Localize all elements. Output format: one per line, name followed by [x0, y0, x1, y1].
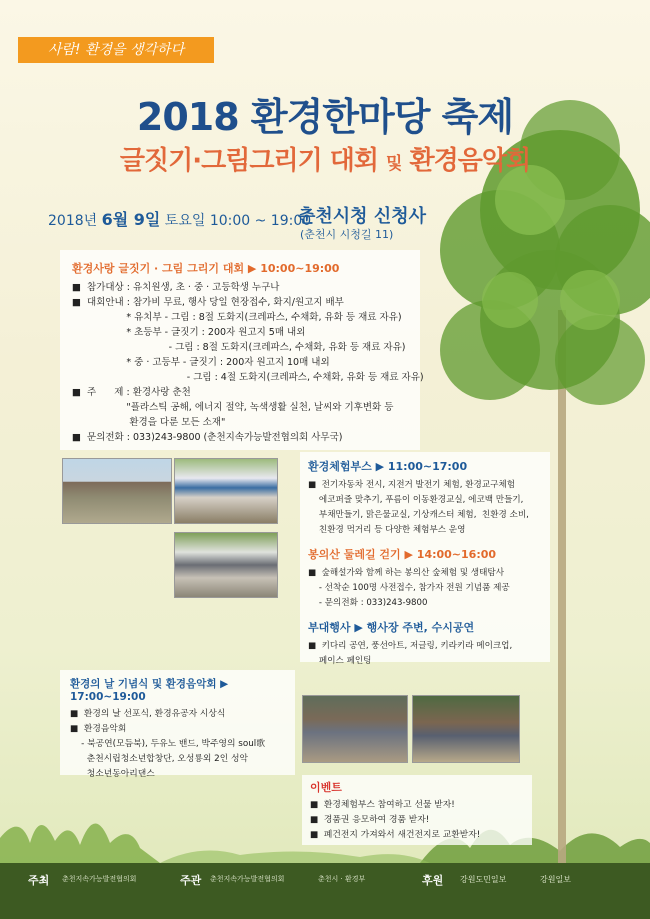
contest-line: ■ 주 제 : 환경사랑 춘천 [72, 387, 191, 398]
organizer-label: 주관 [180, 874, 202, 887]
event-section [302, 775, 532, 845]
activities-section [300, 452, 550, 666]
concert-section [60, 670, 295, 779]
venue-address: (춘천시 시청길 11) [300, 228, 394, 241]
booth-line: 친환경 먹거리 등 다양한 체험부스 운영 [308, 525, 466, 535]
walk-line: ■ 숲해설가와 함께 하는 봉의산 숲체험 및 생태탐사 [308, 568, 505, 578]
contest-line: * 중 · 고등부 - 글짓기 : 200자 원고지 10매 내외 [72, 357, 330, 368]
subtitle-part1: 글짓기·그림그리기 대회 [119, 146, 378, 176]
sponsor-org2: 강원일보 [540, 875, 571, 884]
photo-concert-audience [302, 695, 408, 763]
event-line: ■ 경품권 응모하여 경품 받자! [310, 815, 430, 825]
contest-line: ■ 참가대상 : 유치원생, 초 · 중 · 고등학생 누구나 [72, 282, 280, 293]
contest-line: ■ 문의전화 : 033)243-9800 (춘천지속가능발전협의회 사무국) [72, 432, 343, 443]
walk-line: - 문의전화 : 033)243-9800 [308, 598, 428, 608]
concert-line: 춘천시립청소년합창단, 오성룡외 2인 성악 [70, 754, 249, 764]
contest-line: - 그림 : 8절 도화지(크레파스, 수채화, 유화 등 재료 자유) [72, 342, 406, 353]
organizer-org2: 춘천시 · 환경부 [318, 875, 366, 883]
page-title: 2018 환경한마당 축제 [136, 95, 514, 139]
subtitle-part2: 환경음악회 [409, 146, 531, 176]
date-month: 6월 9일 [101, 210, 161, 229]
side-event-title: 부대행사 ▶ 행사장 주변, 수시공연 [308, 621, 475, 634]
sponsor-label: 후원 [422, 874, 444, 887]
event-line: ■ 환경체험부스 참여하고 선물 받자! [310, 800, 455, 810]
walk-title: 봉의산 둘레길 걷기 ▶ 14:00~16:00 [308, 548, 497, 561]
concert-line: ■ 환경의 날 선포식, 환경유공자 시상식 [70, 709, 226, 719]
concert-title: 환경의 날 기념식 및 환경음악회 ▶ 17:00~19:00 [70, 678, 229, 703]
booth-line: ■ 전기자동차 전시, 지전거 발전기 체험, 환경교구체험 [308, 480, 516, 490]
page-subtitle [0, 140, 650, 177]
photo-concert-stage [412, 695, 520, 763]
subtitle-and: 및 [386, 154, 402, 174]
event-date [48, 207, 311, 230]
date-prefix: 2018년 [48, 213, 102, 229]
contest-line: "플라스틱 공해, 에너지 절약, 녹색생활 실천, 날씨와 기후변화 등 [72, 402, 394, 413]
organizer-org: 춘천지속가능발전협의회 [210, 875, 285, 883]
photo-booths [174, 458, 278, 524]
side-event-line: 페이스 페인팅 [308, 656, 372, 666]
host-label: 주최 [28, 874, 50, 887]
photo-booth-tents [174, 532, 278, 598]
concert-line: - 북공연(모듬북), 두유노 밴드, 박주영의 soul歌 [70, 739, 266, 749]
concert-line: ■ 환경음악회 [70, 724, 127, 734]
event-title: 이벤트 [310, 781, 342, 794]
contest-section [60, 250, 424, 450]
contest-line: - 그림 : 4절 도화지(크레파스, 수채화, 유화 등 재료 자유) [72, 372, 424, 383]
photo-festival-crowd [62, 458, 172, 524]
contest-line: * 유치부 - 그림 : 8절 도화지(크레파스, 수채화, 유화 등 재료 자유) [72, 312, 402, 323]
walk-line: - 선착순 100명 사전접수, 참가자 전원 기념품 제공 [308, 583, 510, 593]
contest-title: 환경사랑 글짓기 · 그림 그리기 대회 ▶ 10:00~19:00 [72, 262, 340, 275]
footer-bar [0, 863, 650, 919]
sponsor-org1: 강원도민일보 [460, 875, 507, 884]
date-suffix: 토요일 10:00 ~ 19:00 [160, 213, 312, 229]
side-event-line: ■ 키다리 공연, 풍선아트, 저글링, 키라키라 메이크업, [308, 641, 513, 651]
contest-line: ■ 대회안내 : 참가비 무료, 행사 당일 현장접수, 화지/원고지 배부 [72, 297, 344, 308]
booth-line: 부채만들기, 맑은물교실, 기상캐스터 체험, 친환경 소비, [308, 510, 529, 520]
contest-line: * 초등부 - 글짓기 : 200자 원고지 5매 내외 [72, 327, 306, 338]
tagline-badge: 사람! 환경을 생각하다 [18, 37, 214, 63]
concert-line: 청소년동아리댄스 [70, 769, 155, 779]
event-venue: 춘천시청 신청사 [298, 206, 426, 227]
event-line: ■ 폐건전지 가져와서 새건전지로 교환받자! [310, 830, 481, 840]
host-org: 춘천지속가능발전협의회 [62, 875, 137, 883]
booth-title: 환경체험부스 ▶ 11:00~17:00 [308, 460, 468, 473]
contest-line: 환경을 다룬 모든 소재" [72, 417, 226, 428]
booth-line: 에코퍼즐 맞추기, 푸름이 이동환경교실, 에코백 만들기, [308, 495, 524, 505]
